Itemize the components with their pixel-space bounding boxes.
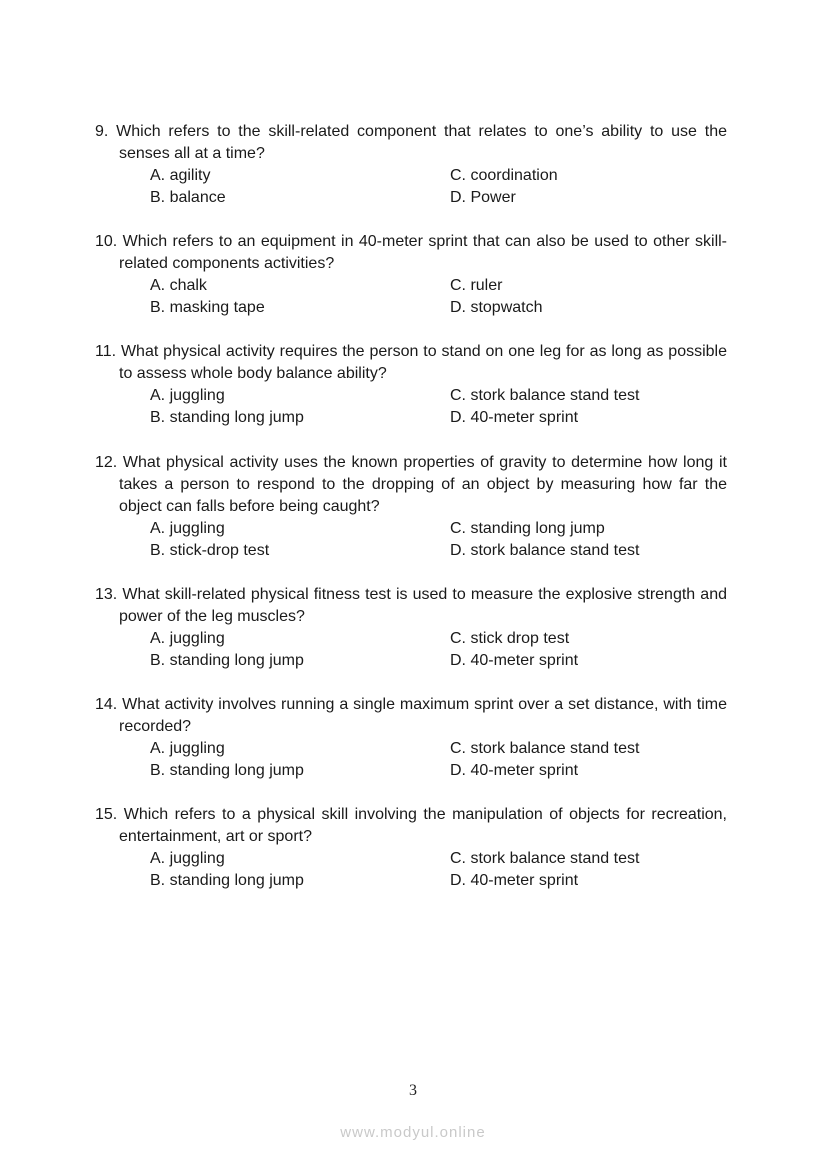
answer-choices — [150, 848, 727, 892]
answer-choices — [150, 275, 727, 319]
question-14 — [95, 694, 727, 782]
question-stem: 9. Which refers to the skill-related component that relates to one’s ability to use the senses all at a time? — [95, 123, 727, 162]
choice-d: D. 40-meter sprint — [450, 409, 579, 426]
choice-c: C. stork balance stand test — [450, 387, 640, 404]
choice-d: D. stork balance stand test — [450, 542, 640, 559]
choice-c: C. coordination — [450, 167, 558, 184]
choice-d: D. Power — [450, 189, 516, 206]
choice-d: D. 40-meter sprint — [450, 652, 579, 669]
choice-c: C. stork balance stand test — [450, 850, 640, 867]
choice-a: A. chalk — [150, 277, 207, 294]
choice-a: A. juggling — [150, 387, 225, 404]
answer-choices — [150, 385, 727, 429]
watermark-text: www.modyul.online — [340, 1124, 486, 1141]
question-stem: 12. What physical activity uses the known properties of gravity to determine how long it takes a person to respond to the dropping of an object by measuring how far the object can falls before being caught? — [95, 454, 727, 515]
question-10 — [95, 231, 727, 319]
question-stem: 14. What activity involves running a single maximum sprint over a set distance, with time recorded? — [95, 696, 727, 735]
choice-a: A. juggling — [150, 850, 225, 867]
question-stem: 15. Which refers to a physical skill involving the manipulation of objects for recreation, entertainment, art or sport? — [95, 806, 727, 845]
choice-c: C. standing long jump — [450, 520, 605, 537]
choice-b: B. standing long jump — [150, 762, 304, 779]
question-13 — [95, 584, 727, 672]
question-stem: 11. What physical activity requires the person to stand on one leg for as long as possible to assess whole body balance ability? — [95, 343, 727, 382]
page-number: 3 — [409, 1082, 417, 1099]
question-11 — [95, 341, 727, 429]
choice-c: C. stick drop test — [450, 630, 570, 647]
question-12 — [95, 452, 727, 562]
answer-choices — [150, 165, 727, 209]
choice-d: D. 40-meter sprint — [450, 762, 579, 779]
choice-a: A. juggling — [150, 520, 225, 537]
choice-b: B. standing long jump — [150, 872, 304, 889]
answer-choices — [150, 738, 727, 782]
choice-b: B. standing long jump — [150, 409, 304, 426]
choice-c: C. stork balance stand test — [450, 740, 640, 757]
question-9 — [95, 121, 727, 209]
choice-a: A. juggling — [150, 630, 225, 647]
choice-c: C. ruler — [450, 277, 503, 294]
answer-choices — [150, 518, 727, 562]
question-15 — [95, 804, 727, 892]
answer-choices — [150, 628, 727, 672]
choice-d: D. 40-meter sprint — [450, 872, 579, 889]
question-stem: 10. Which refers to an equipment in 40-meter sprint that can also be used to other skill-related components activities? — [95, 233, 727, 272]
choice-d: D. stopwatch — [450, 299, 543, 316]
choice-a: A. juggling — [150, 740, 225, 757]
choice-b: B. standing long jump — [150, 652, 304, 669]
choice-b: B. balance — [150, 189, 226, 206]
choice-a: A. agility — [150, 167, 211, 184]
choice-b: B. stick-drop test — [150, 542, 270, 559]
choice-b: B. masking tape — [150, 299, 265, 316]
question-stem: 13. What skill-related physical fitness test is used to measure the explosive strength and power of the leg muscles? — [95, 586, 727, 625]
